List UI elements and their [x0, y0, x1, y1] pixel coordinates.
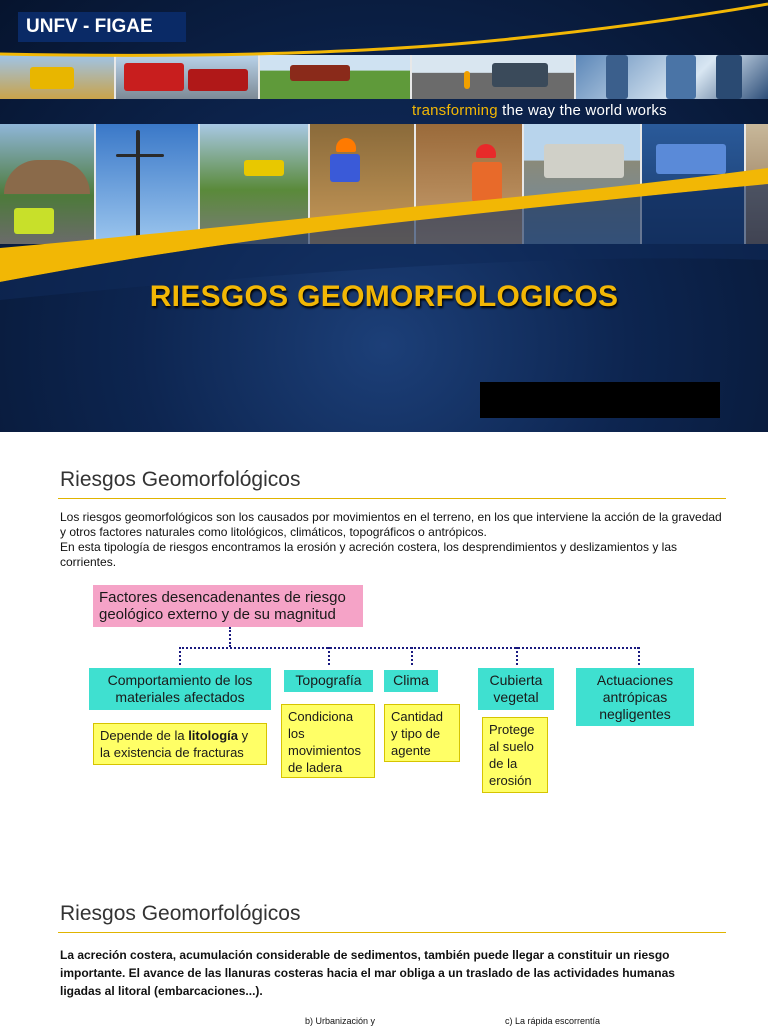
detail-box-topography: Condiciona los movimientos de ladera [281, 704, 375, 778]
factor-box-materials: Comportamiento de los materiales afectados [89, 668, 271, 710]
connector-root-down [229, 627, 231, 647]
heading-rule [58, 498, 726, 499]
content-slide-2 [0, 864, 768, 1024]
slide-heading: Riesgos Geomorfológicos [60, 468, 301, 491]
factor-box-topography: Topografía [284, 670, 373, 692]
connector-1 [179, 647, 181, 665]
tagline-rest: the way the world works [497, 102, 667, 119]
intro-text [60, 510, 728, 570]
factor-box-climate: Clima [384, 670, 438, 692]
heading-rule-2 [58, 932, 726, 933]
redaction-box [480, 382, 720, 418]
detail-box-materials [93, 723, 267, 765]
connector-5 [638, 647, 640, 665]
connector-3 [411, 647, 413, 665]
title-slide [0, 0, 768, 432]
brand-label: UNFV - FIGAE [18, 12, 186, 42]
detail-box-climate: Cantidad y tipo de agente [384, 704, 460, 762]
intro-paragraph-2: En esta tipología de riesgos encontramos la erosión y acreción costera, los desprendimientos y deslizamientos y las corrientes. [60, 540, 677, 569]
intro-paragraph-1: Los riesgos geomorfológicos son los causados por movimientos en el terreno, en los que interviene la acción de la gravedad y otros factores naturales como litológicos, climáticos, topográficos o antrópicos. [60, 510, 722, 539]
connector-4 [516, 647, 518, 665]
connector-2 [328, 647, 330, 665]
detail-text-pre: Depende de la [100, 728, 189, 743]
detail-text-post: y la existencia de fracturas [100, 728, 249, 760]
image-caption-b: b) Urbanización y [305, 1016, 376, 1026]
diagram-root-box: Factores desencadenantes de riesgo geológico externo y de su magnitud [93, 585, 363, 627]
detail-text-bold: litología [188, 728, 239, 743]
content-slide-1 [0, 432, 768, 864]
factor-box-vegetation: Cubierta vegetal [478, 668, 554, 710]
slide-heading-2: Riesgos Geomorfológicos [60, 902, 301, 925]
slide-title: RIESGOS GEOMORFOLOGICOS [149, 280, 619, 313]
accretion-paragraph: La acreción costera, acumulación considerable de sedimentos, también puede llegar a constituir un riesgo importante. El avance de las llanuras costeras hacia el mar obliga a un traslado de las actividades humanas ligadas al litoral (embarcaciones...). [60, 948, 675, 998]
tagline-accent: transforming [412, 102, 498, 119]
factor-box-anthropic: Actuaciones antrópicas negligentes [576, 668, 694, 726]
detail-box-vegetation: Protege al suelo de la erosión [482, 717, 548, 793]
connector-horizontal [179, 647, 639, 649]
image-caption-c: c) La rápida escorrentía [505, 1016, 601, 1026]
decorative-arcs [0, 0, 768, 432]
